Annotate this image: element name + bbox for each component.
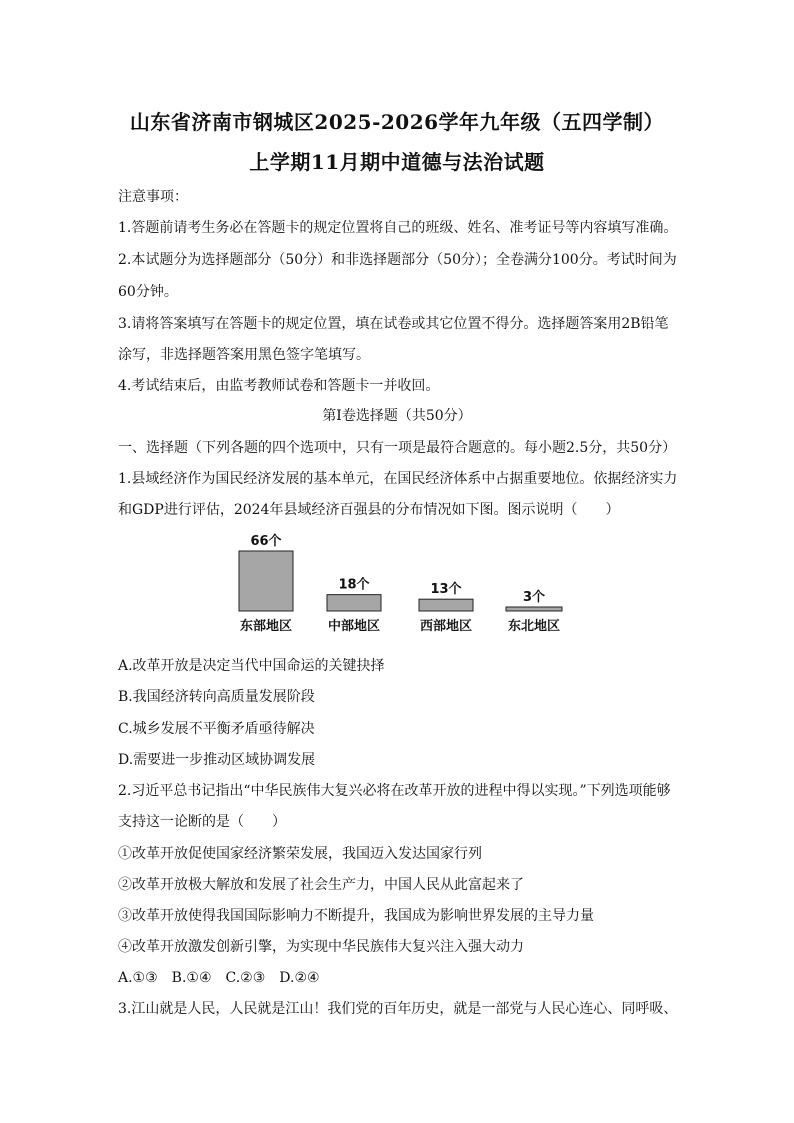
notes-item-1: 1.答题前请考生务必在答题卡的规定位置将自己的班级、姓名、准考证号等内容填写准确。 (118, 220, 678, 236)
q1-stem-a: 1.县域经济作为国民经济发展的基本单元，在国民经济体系中占据重要地位。依据经济实力 (118, 471, 678, 487)
notes-item-3a: 3.请将答案填写在答题卡的规定位置，填在试卷或其它位置不得分。选择题答案用2B铅笔 (118, 316, 669, 332)
q3-stem-a: 3.江山就是人民，人民就是江山！我们党的百年历史，就是一部党与人民心连心、同呼吸、 (118, 1001, 678, 1017)
category-label-0: 东部地区 (239, 619, 293, 634)
notes-item-3b: 涂写，非选择题答案用黑色签字笔填写。 (118, 347, 370, 363)
notes-item-2a: 2.本试题分为选择题部分（50分）和非选择题部分（50分）；全卷满分100分。考试时间为 (118, 252, 677, 268)
q1-option-c[interactable]: C.城乡发展不平衡矛盾亟待解决 (118, 721, 315, 737)
q1-option-d[interactable]: D.需要进一步推动区域协调发展 (118, 752, 316, 768)
q2-statement-3: ③改革开放使得我国国际影响力不断提升，我国成为影响世界发展的主导力量 (118, 908, 594, 924)
part-title: 第Ⅰ卷选择题（共50分） (322, 408, 472, 424)
county-distribution-chart (228, 528, 588, 640)
notes-heading: 注意事项： (118, 189, 188, 205)
q1-option-a[interactable]: A.改革开放是决定当代中国命运的关键抉择 (118, 658, 385, 674)
notes-item-2b: 60分钟。 (118, 284, 178, 300)
exam-title-line2: 上学期11月期中道德与法治试题 (249, 150, 545, 174)
q1-option-b[interactable]: B.我国经济转向高质量发展阶段 (118, 689, 315, 705)
bar-1 (327, 595, 381, 611)
q2-stem-a: 2.习近平总书记指出“中华民族伟大复兴必将在改革开放的进程中得以实现。”下列选项能够 (118, 783, 671, 799)
exam-title-line1: 山东省济南市钢城区2025-2026学年九年级（五四学制） (129, 110, 665, 134)
bar-value-label-1: 18个 (338, 577, 370, 593)
q2-options[interactable]: A.①③ B.①④ C.②③ D.②④ (118, 970, 320, 986)
bar-value-label-0: 66个 (250, 534, 282, 549)
notes-item-4: 4.考试结束后，由监考教师试卷和答题卡一并收回。 (118, 378, 440, 394)
bar-2 (419, 599, 473, 611)
category-label-3: 东北地区 (507, 619, 561, 634)
q2-statement-4: ④改革开放激发创新引擎，为实现中华民族伟大复兴注入强大动力 (118, 939, 524, 955)
bar-0 (239, 551, 293, 611)
q2-statement-1: ①改革开放促使国家经济繁荣发展，我国迈入发达国家行列 (118, 846, 482, 862)
bar-3 (506, 607, 562, 611)
category-label-1: 中部地区 (327, 619, 381, 634)
section-instruction: 一、选择题（下列各题的四个选项中，只有一项是最符合题意的。每小题2.5分，共50分） (118, 440, 677, 456)
bar-value-label-2: 13个 (430, 582, 462, 598)
q2-stem-b: 支持这一论断的是（ ） (118, 814, 286, 830)
bar-value-label-3: 3个 (522, 590, 546, 605)
category-label-2: 西部地区 (419, 619, 473, 634)
q2-statement-2: ②改革开放极大解放和发展了社会生产力，中国人民从此富起来了 (118, 877, 524, 893)
q1-stem-b: 和GDP进行评估，2024年县域经济百强县的分布情况如下图。图示说明（ ） (118, 502, 620, 518)
